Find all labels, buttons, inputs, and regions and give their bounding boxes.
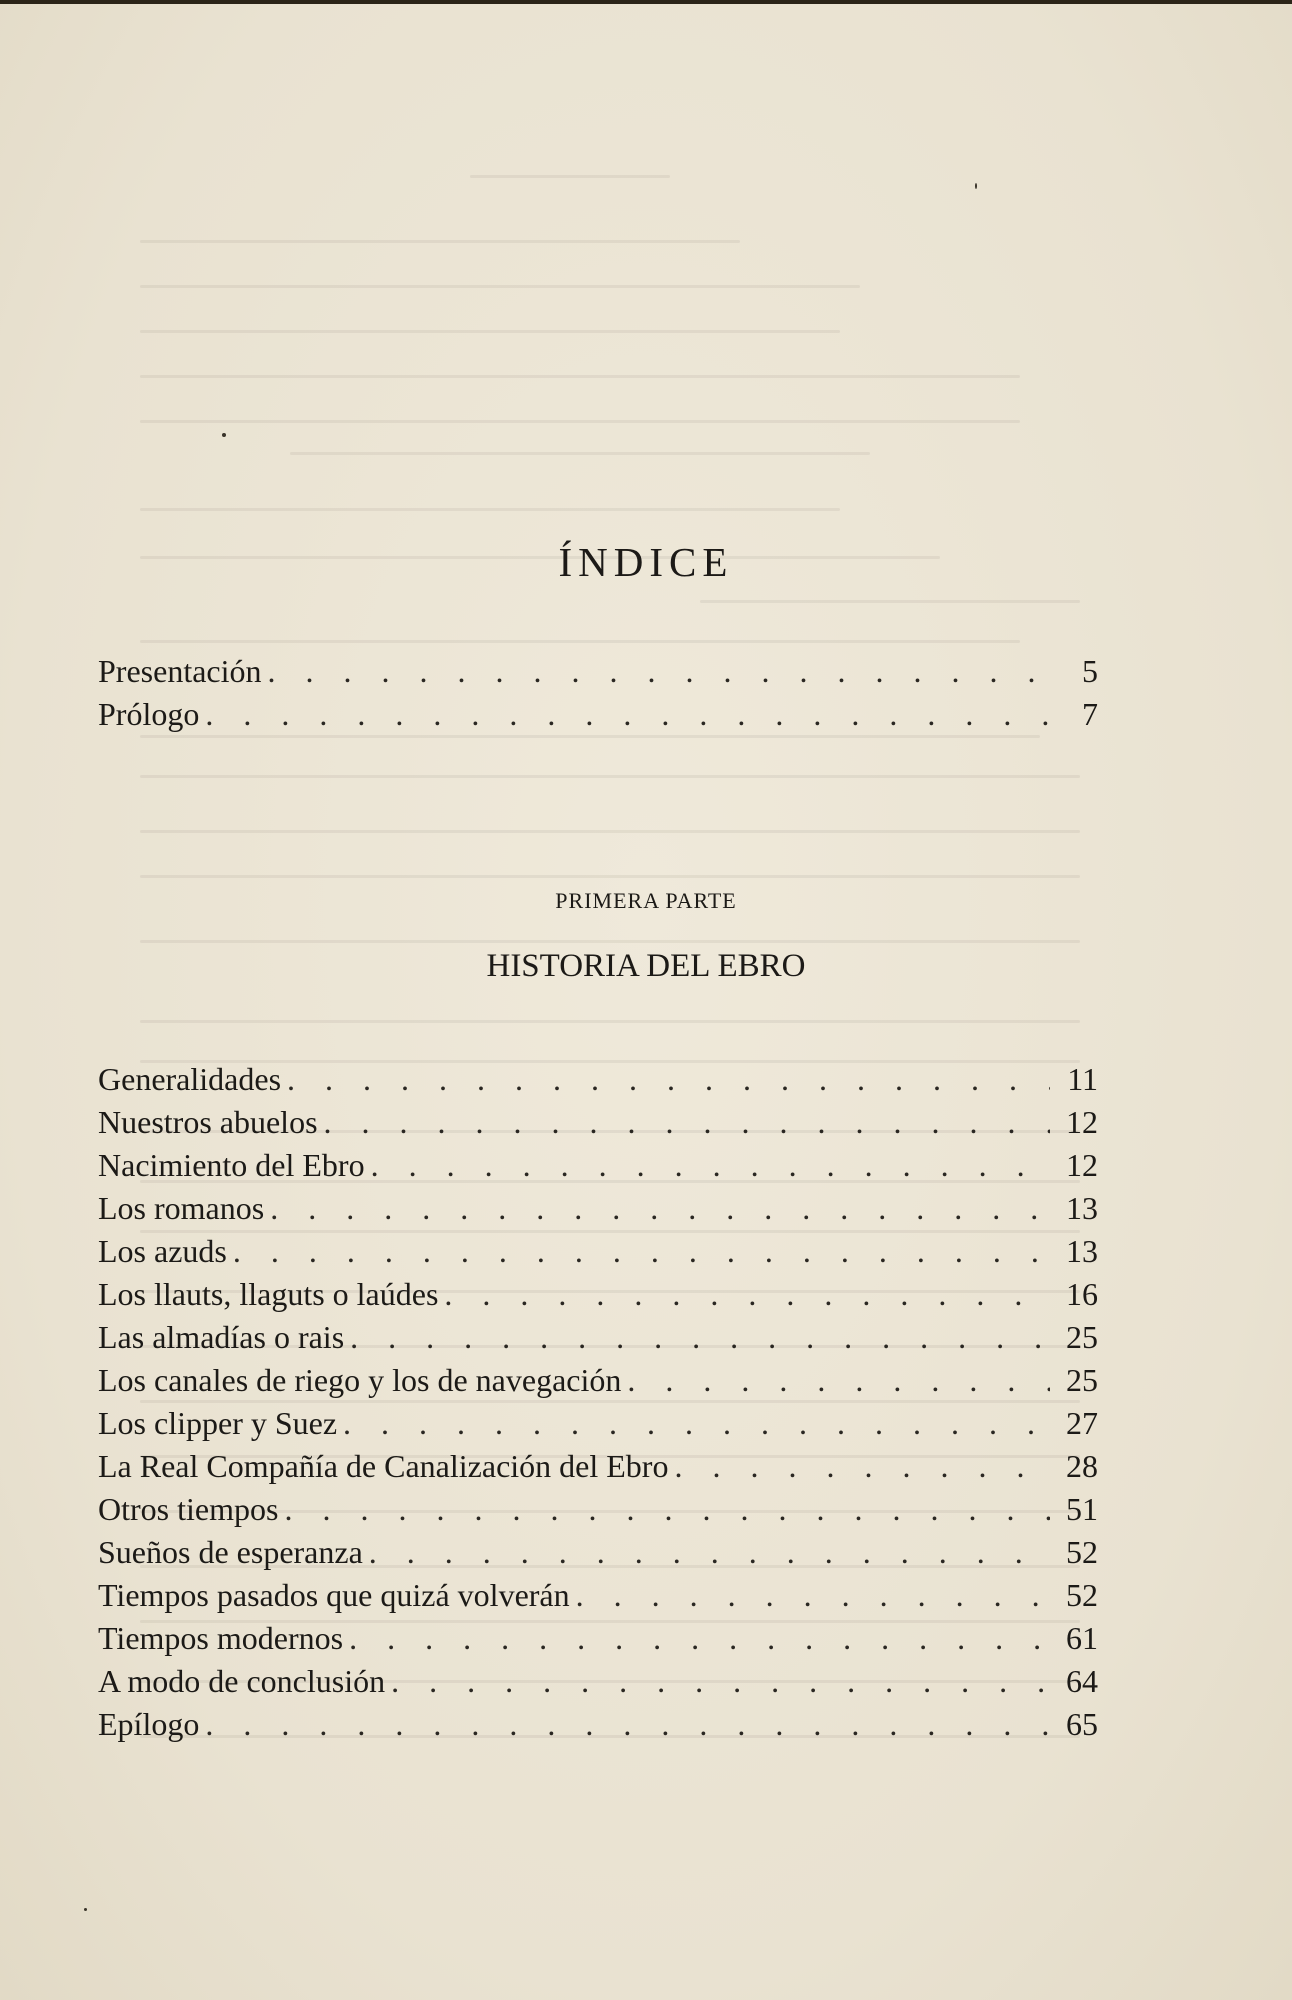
- scan-top-edge: [0, 0, 1292, 4]
- toc-entry-page: 13: [1066, 1233, 1098, 1269]
- leader-dots: [262, 650, 1051, 693]
- leader-dots: [199, 1703, 1050, 1746]
- toc-entry[interactable]: [98, 1187, 1098, 1230]
- toc-entry-page: 65: [1066, 1706, 1098, 1742]
- leader-dots: [438, 1273, 1050, 1316]
- toc-entry-page: 7: [1082, 696, 1098, 732]
- leader-dots: [227, 1230, 1050, 1273]
- chapter-list: [98, 1058, 1098, 1746]
- toc-entry-page: 16: [1066, 1276, 1098, 1312]
- leader-dots: [318, 1101, 1050, 1144]
- toc-entry-page: 64: [1066, 1663, 1098, 1699]
- toc-entry-title: Nacimiento del Ebro: [98, 1147, 365, 1183]
- leader-dots: [570, 1574, 1050, 1617]
- toc-entry-title: La Real Compañía de Canalización del Ebro: [98, 1448, 669, 1484]
- ink-speck: [975, 183, 977, 189]
- leader-dots: [621, 1359, 1050, 1402]
- toc-entry-title: Epílogo: [98, 1706, 200, 1742]
- toc-entry-title: Los romanos: [98, 1190, 265, 1226]
- leader-dots: [363, 1531, 1050, 1574]
- toc-entry[interactable]: [98, 1488, 1098, 1531]
- toc-entry[interactable]: [98, 650, 1098, 693]
- toc-entry-page: 25: [1066, 1362, 1098, 1398]
- toc-entry-page: 13: [1066, 1190, 1098, 1226]
- toc-entry-title: Los azuds: [98, 1233, 227, 1269]
- leader-dots: [343, 1617, 1050, 1660]
- toc-entry[interactable]: [98, 1660, 1098, 1703]
- toc-entry-title: Presentación: [98, 653, 262, 689]
- toc-entry-title: Tiempos modernos: [98, 1620, 344, 1656]
- toc-entry-page: 11: [1067, 1061, 1098, 1097]
- toc-entry[interactable]: [98, 1703, 1098, 1746]
- toc-entry-page: 12: [1066, 1104, 1098, 1140]
- ink-speck: [84, 1908, 87, 1911]
- toc-entry-title: Sueños de esperanza: [98, 1534, 363, 1570]
- leader-dots: [281, 1058, 1050, 1101]
- leader-dots: [344, 1316, 1050, 1359]
- front-matter-list: [98, 650, 1098, 736]
- toc-entry-title: Los canales de riego y los de navegación: [98, 1362, 622, 1398]
- toc-entry[interactable]: [98, 1402, 1098, 1445]
- toc-entry-title: Los llauts, llaguts o laúdes: [98, 1276, 439, 1312]
- leader-dots: [365, 1144, 1050, 1187]
- leader-dots: [278, 1488, 1050, 1531]
- part-title: HISTORIA DEL EBRO: [486, 948, 806, 984]
- toc-entry-page: 5: [1082, 653, 1098, 689]
- toc-entry[interactable]: [98, 1359, 1098, 1402]
- ink-speck: [222, 433, 226, 437]
- toc-entry[interactable]: [98, 1144, 1098, 1187]
- leader-dots: [199, 693, 1050, 736]
- leader-dots: [337, 1402, 1050, 1445]
- toc-entry[interactable]: [98, 1058, 1098, 1101]
- toc-entry-page: 12: [1066, 1147, 1098, 1183]
- leader-dots: [385, 1660, 1050, 1703]
- toc-entry-title: Los clipper y Suez: [98, 1405, 338, 1441]
- toc-entry[interactable]: [98, 1617, 1098, 1660]
- toc-entry-title: Generalidades: [98, 1061, 282, 1097]
- toc-entry[interactable]: [98, 1273, 1098, 1316]
- toc-entry-page: 28: [1066, 1448, 1098, 1484]
- toc-entry-title: Las almadías o rais: [98, 1319, 345, 1355]
- toc-entry[interactable]: [98, 1316, 1098, 1359]
- toc-entry[interactable]: [98, 1101, 1098, 1144]
- toc-entry[interactable]: [98, 1445, 1098, 1488]
- toc-entry[interactable]: [98, 1230, 1098, 1273]
- part-label: PRIMERA PARTE: [555, 888, 737, 913]
- toc-entry-title: Nuestros abuelos: [98, 1104, 318, 1140]
- toc-entry-page: 25: [1066, 1319, 1098, 1355]
- toc-entry-title: Prólogo: [98, 696, 200, 732]
- toc-entry-page: 52: [1066, 1534, 1098, 1570]
- toc-entry[interactable]: [98, 1574, 1098, 1617]
- toc-entry[interactable]: [98, 693, 1098, 736]
- toc-entry-page: 52: [1066, 1577, 1098, 1613]
- toc-entry-page: 51: [1066, 1491, 1098, 1527]
- toc-entry-page: 27: [1066, 1405, 1098, 1441]
- leader-dots: [264, 1187, 1050, 1230]
- leader-dots: [668, 1445, 1050, 1488]
- toc-entry-title: A modo de conclusión: [98, 1663, 386, 1699]
- toc-entry-title: Otros tiempos: [98, 1491, 279, 1527]
- index-title: ÍNDICE: [558, 539, 734, 585]
- toc-entry-title: Tiempos pasados que quizá volverán: [98, 1577, 570, 1613]
- toc-entry[interactable]: [98, 1531, 1098, 1574]
- toc-entry-page: 61: [1066, 1620, 1098, 1656]
